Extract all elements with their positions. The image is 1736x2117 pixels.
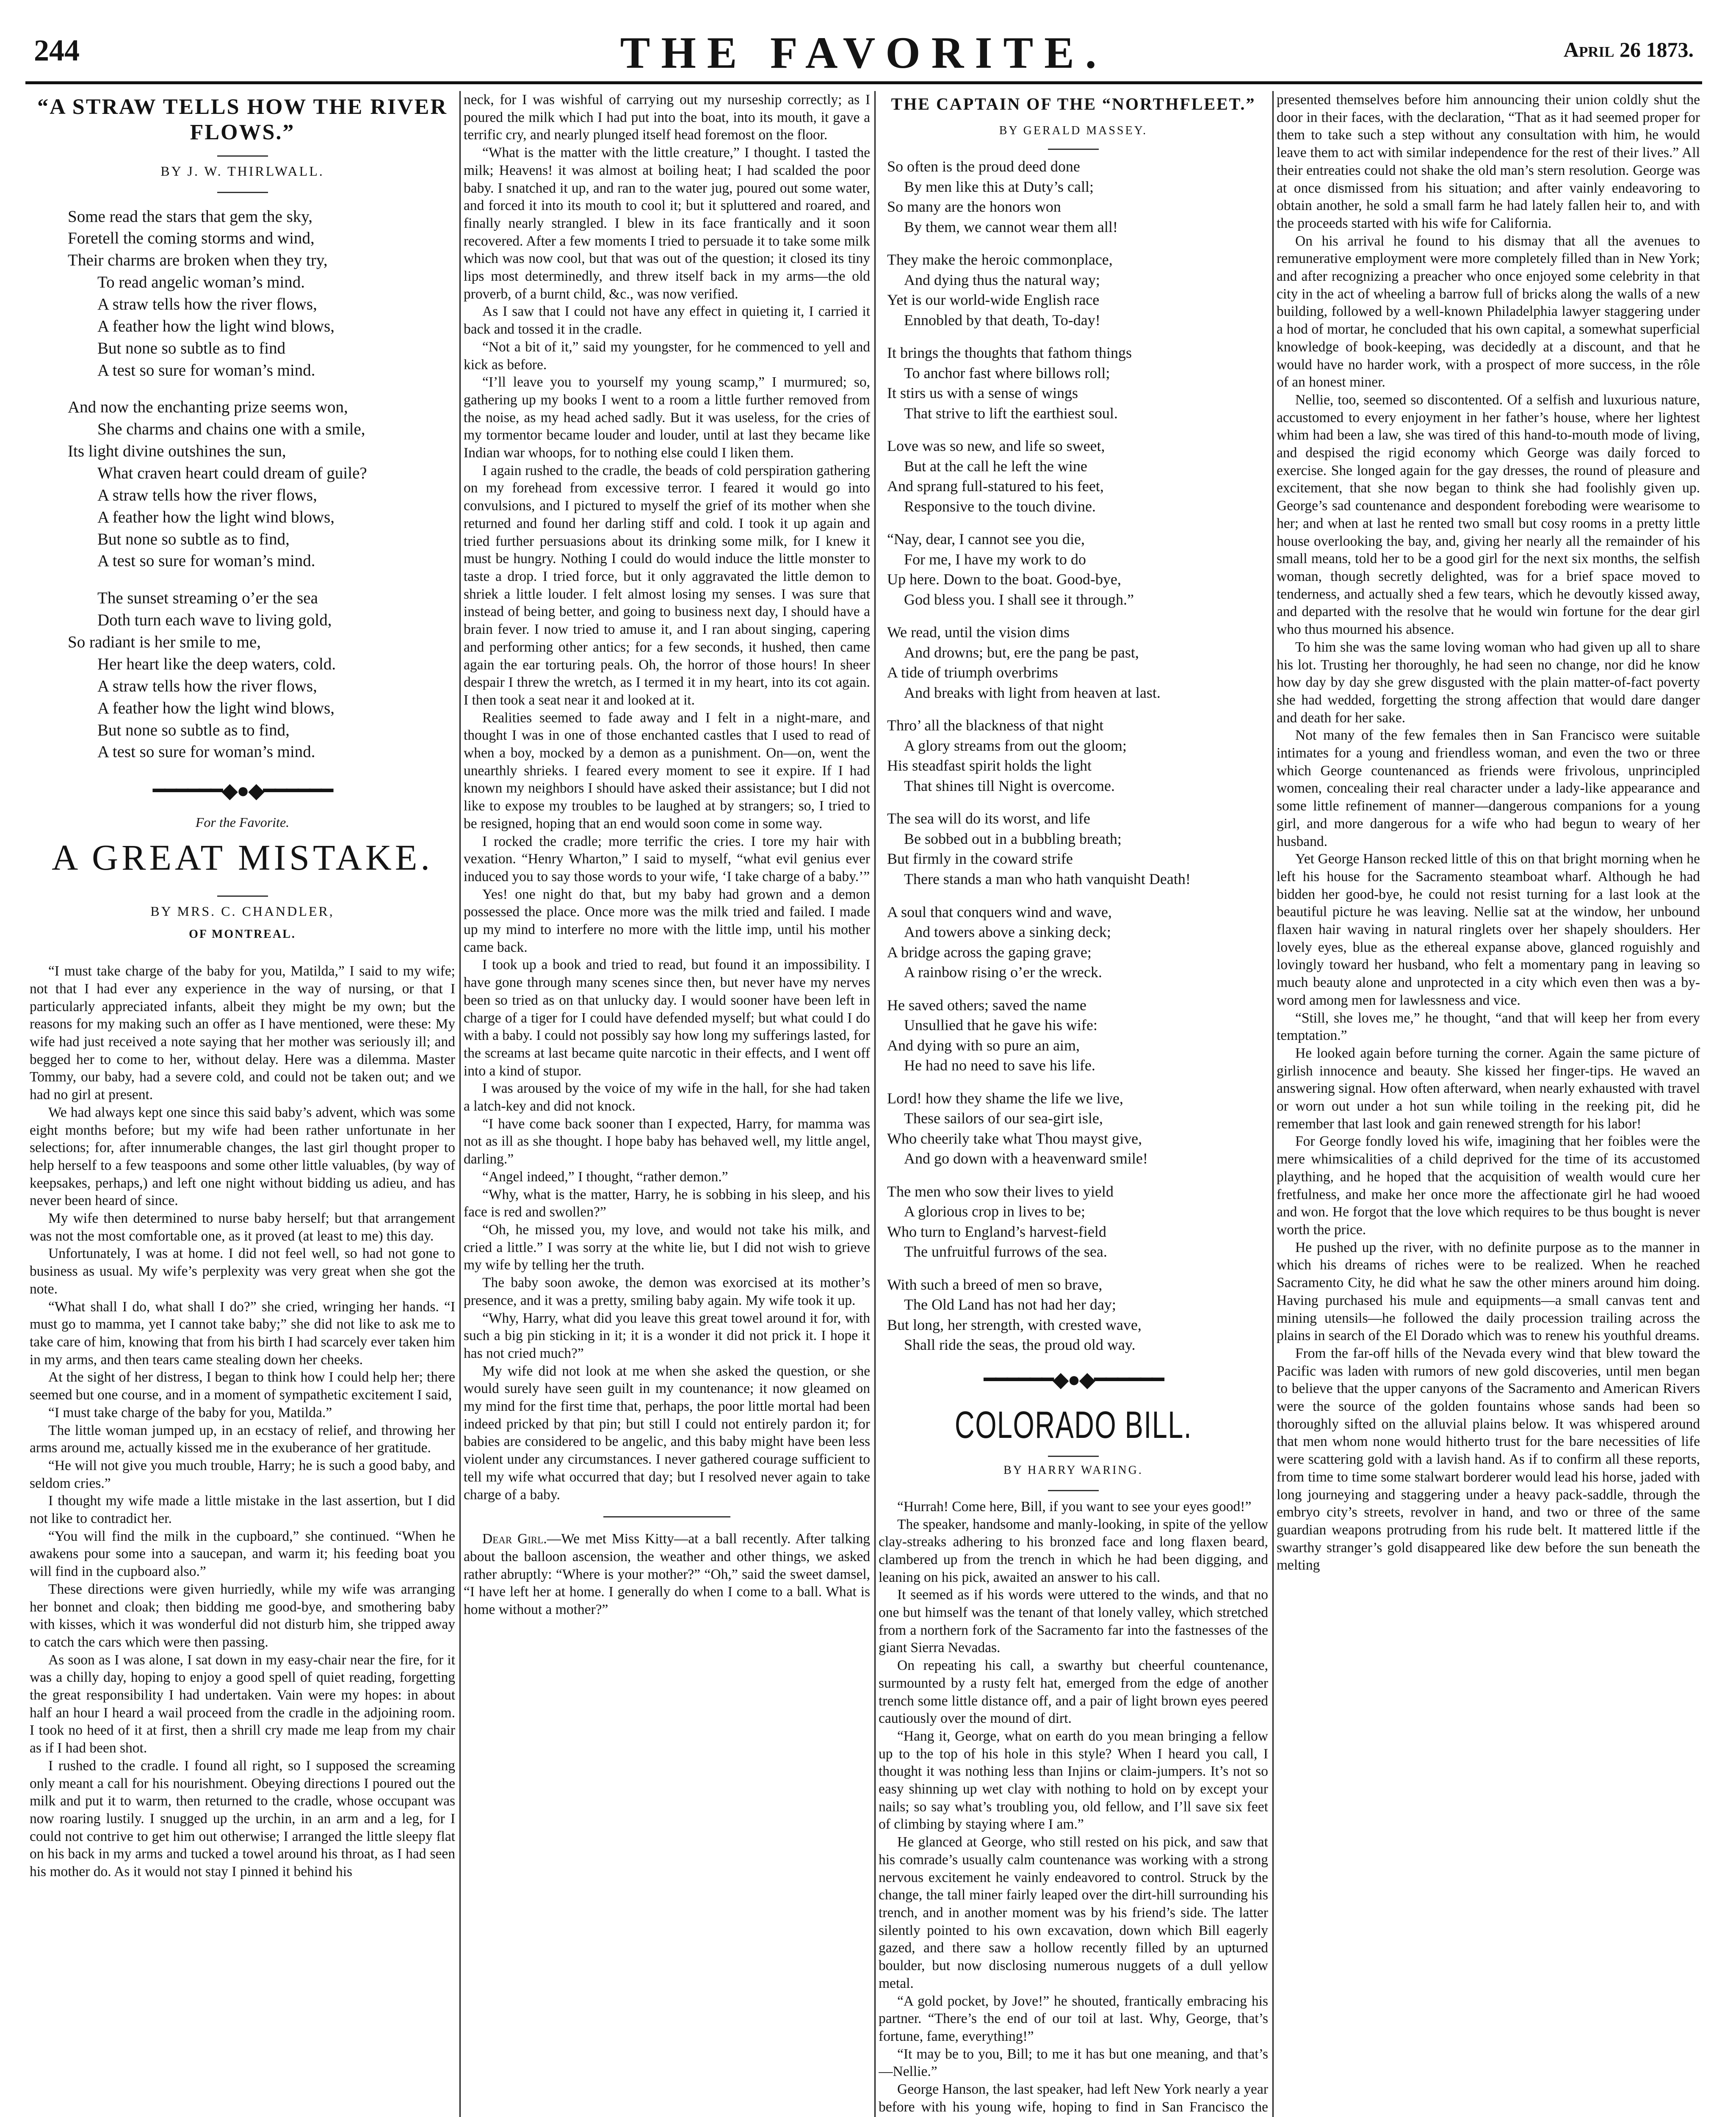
paragraph: Not many of the few females then in San Francisco were suitable intimates for a young and friendless woman, and even the two or three which George countenanced as friends were frivolous, unprincipled women, concealing their real character under a lady-like appearance and some little refinement of manner—dangerous companions for a young girl, and more dangerous for a wife who had begun to weary of her husband. (1277, 727, 1700, 849)
paragraph: Realities seemed to fade away and I felt in a night-mare, and thought I was in one of those enchanted castles that I used to read of when a boy, mocked by a demon as a punishment. On—on, went the unearthly shrieks. I feared every moment to see it expire. If I had known my neighbors I should have asked their assistance; but I did not like to expose my troubles to be laughed at by strangers; so, I tried to be resigned, hoping that an end would soon come in some way. (464, 710, 870, 832)
poem-line: A feather how the light wind blows, (97, 699, 334, 717)
paragraph: The speaker, handsome and manly-looking, in spite of the yellow clay-streaks adhering to his bronzed face and long flaxen beard, clambered up from the trench in which he had been digging, and leaning on his pick, awaited an answer to his call. (879, 1516, 1268, 1585)
poem-line: It stirs us with a sense of wings (887, 384, 1078, 402)
straw-poem-title: “A STRAW TELLS HOW THE RIVER FLOWS.” (37, 95, 448, 144)
paragraph: “He will not give you much trouble, Harry; he is such a good baby, and seldom cries.” (30, 1457, 455, 1491)
paragraph: “A gold pocket, by Jove!” he shouted, frantically embracing his partner. “There’s the end of our toil at last. Why, George, that’s fortune, fame, everything!” (879, 1993, 1268, 2044)
poem-line: That strive to lift the earthiest soul. (904, 404, 1118, 422)
dear-girl-text: —We met Miss Kitty—at a ball recently. After talking about the balloon ascension, the weather and other things, we asked rather abruptly: “Where is your mother?” “Oh,” said the sweet damsel, “I have left her at home. I generally do when I come to a ball. What is home without a mother?” (464, 1531, 870, 1618)
poem-line: For me, I have my work to do (904, 550, 1086, 568)
poem-line: Thro’ all the blackness of that night (887, 717, 1104, 734)
poem-line: They make the heroic commonplace, (887, 251, 1113, 268)
issue-date: April 26 1873. (1563, 38, 1694, 61)
divider (217, 155, 268, 157)
poem-line: Her heart like the deep waters, cold. (97, 655, 336, 673)
poem-line: Yet is our world-wide English race (887, 291, 1100, 309)
poem-line: Be sobbed out in a bubbling breath; (904, 830, 1122, 847)
paragraph: As soon as I was alone, I sat down in my easy-chair near the fire, for it was a chilly day, hoping to enjoy a good spell of quiet reading, forgetting the great responsibility I had undertaken. Vain were my hopes: in about half an hour I heard a wail proceed from the cradle in the adjoining room. I took no heed of it at first, then a shrill cry made me leap from my chair as if I had been shot. (30, 1652, 455, 1756)
poem-line: Ennobled by that death, To-day! (904, 311, 1100, 329)
paragraph: “I must take charge of the baby for you, Matilda,” I said to my wife; not that I had ever any experience in the way of nursing, or that I particularly appreciated infants, albeit they might be my own; but the reasons for my making such an offer as I have mentioned, were these: My wife had just received a note saying that her mother was seriously ill; and begged her to come to her, without delay. Here was a dilemma. Master Tommy, our baby, had a severe cold, and could not be taken out; and we had no girl at present. (30, 963, 455, 1103)
paragraph: neck, for I was wishful of carrying out my nurseship correctly; as I poured the milk which I had put into the boat, into its mouth, it gave a terrific cry, and nearly plunged itself head foremost on the floor. (464, 92, 870, 143)
poem-line: To read angelic woman’s mind. (97, 273, 305, 292)
paragraph: Nellie, too, seemed so discontented. Of a selfish and luxurious nature, accustomed to every enjoyment in her father’s house, where her lightest whim had been a law, she was tired of this hand-to-mouth mode of living, and despised the rigid economy which George was daily forced to exercise. She longed again for the gay dresses, the round of pleasure and excitement, that she now began to think she had foolishly given up. George’s sad countenance and despondent foreboding were wearisome to her; and when at last he rented two small but cosy rooms in a pretty little house overlooking the bay, and, giving her nearly all the remainder of his small means, told her to be a good girl for the next six months, the selfish woman, though secretly delighted, was for a brief space moved to tenderness, and actually shed a few tears, which he devoutly kissed away, and departed with the resolve that he would win fortune for the dear girl who thus mourned his absence. (1277, 392, 1700, 638)
poem-stanza (68, 206, 455, 381)
great-mistake-text-part2 (464, 91, 870, 1503)
poem-line: His steadfast spirit holds the light (887, 757, 1092, 774)
poem-line: Doth turn each wave to living gold, (97, 611, 332, 630)
paragraph: As I saw that I could not have any effect in quieting it, I carried it back and tossed it in the cradle. (464, 304, 870, 337)
poem-line: And sprang full-statured to his feet, (887, 478, 1104, 495)
great-mistake-title: A GREAT MISTAKE. (52, 837, 433, 878)
poem-line: A straw tells how the river flows, (97, 677, 317, 695)
divider (217, 192, 268, 193)
paragraph: The baby soon awoke, the demon was exorcised at its mother’s presence, and it was a pretty, smiling baby again. My wife took it up. (464, 1275, 870, 1308)
poem-line: We read, until the vision dims (887, 624, 1070, 641)
column-divider (874, 91, 876, 2117)
paragraph: From the far-off hills of the Nevada every wind that blew toward the Pacific was laden with rumors of new gold discoveries, until men began to believe that the upper canyons of the Sacramento and American Rivers were the source of the golden fountains whose sands had been so thoroughly sifted on the alluvial plains below. It was whispered around that men whom none would hitherto trust for the bare necessities of life were scattering gold with a lavish hand. As if to confirm all these reports, from time to time some stalwart borderer would lead his horse, jaded with long journeying and staggering under a heavy pack-saddle, through the embryo city’s streets, revolver in hand, and two or three of the same guardian weapons protruding from his rude belt. It mattered little if the swarthy stranger’s gold disappeared like dew before the sun beneath the melting (1277, 1345, 1700, 1573)
dear-girl-item (464, 1530, 870, 1619)
poem-line: Up here. Down to the boat. Good-bye, (887, 571, 1121, 588)
poem-line: He saved others; saved the name (887, 996, 1086, 1014)
paragraph: “It may be to you, Bill; to me it has but one meaning, and that’s—Nellie.” (879, 2046, 1268, 2080)
poem-stanza (887, 995, 1268, 1076)
paragraph: Yes! one night do that, but my baby had grown and a demon possessed the place. Once more was the milk tried and failed. I made up my mind to interfere no more with the little imp, until his mother came back. (464, 886, 870, 955)
poem-line: A feather how the light wind blows, (97, 317, 334, 335)
masthead: THE FAVORITE. (620, 28, 1108, 77)
poem-line: A glory streams from out the gloom; (904, 737, 1127, 754)
poem-line: But firmly in the coward strife (887, 850, 1073, 868)
page-header (25, 25, 1702, 80)
poem-line: With such a breed of men so brave, (887, 1276, 1103, 1293)
paragraph: I again rushed to the cradle, the beads of cold perspiration gathering on my forehead from excessive terror. I feared it would go into convulsions, and I pictured to myself the grief of its mother when she returned and found her darling stiff and cold. I took it up again and tried further persuasions about its drinking some milk, for I knew it must be hungry. Nothing I could do would induce the little monster to taste a drop. I tried force, but it only aggravated the little demon to shriek a little louder. I felt almost losing my senses. I was sure that instead of being better, and going to business next day, I should have a brain fever. I now tried to amuse it, and I ran about singing, capering and performing other antics; for a few seconds, it hushed, then came again the ear torturing peals. Oh, the horror of those hours! In sheer despair I threw the wretch, as I termed it in my heart, into its cot again. I then took a seat near it and looked at it. (464, 462, 870, 708)
paragraph: These directions were given hurriedly, while my wife was arranging her bonnet and cloak; then bidding me good-bye, and smothering baby with kisses, which it was wonderful did not disturb him, she tripped away to catch the cars which were then passing. (30, 1581, 455, 1650)
poem-line: To anchor fast where billows roll; (904, 364, 1110, 381)
paragraph: “Oh, he missed you, my love, and would not take his milk, and cried a little.” I was sorry at the white lie, but I did not wish to grieve my wife by telling her the truth. (464, 1222, 870, 1273)
poem-line: A straw tells how the river flows, (97, 295, 317, 314)
divider (1048, 149, 1099, 150)
paragraph: “What is the matter with the little creature,” I thought. I tasted the milk; Heavens! it was almost at boiling heat; I had scalded the poor baby. I snatched it up, and ran to the water jug, poured out some water, and forced it into its mouth to cool it; but it spluttered and roared, and finally nearly strangled. I blew in its face frantically and it soon recovered. After a few moments I tried to persuade it to take some milk which was now cool, but that was out of the question; it closed its tiny lips most determinedly, and threw itself back in my arms—the old proverb, of a burnt child, &c., was now verified. (464, 145, 870, 302)
poem-line: A glorious crop in lives to be; (904, 1203, 1085, 1220)
poem-line: What craven heart could dream of guile? (97, 464, 367, 483)
northfleet-poem (879, 157, 1268, 1355)
poem-line: And dying with so pure an aim, (887, 1036, 1080, 1054)
poem-stanza (887, 250, 1268, 330)
poem-stanza (887, 343, 1268, 423)
poem-line: Love was so new, and life so sweet, (887, 437, 1105, 455)
poem-line: Who turn to England’s harvest-field (887, 1223, 1106, 1240)
paragraph: “Hang it, George, what on earth do you mean bringing a fellow up to the top of his hole in this style? When I heard you call, I thought it was nothing less than Injins or claim-jumpers. It’s not so easy shinning up wet clay with nothing to hold on by except your nails; so say what’s troubling you, old fellow, and I’ll save six feet of climbing by staying where I am.” (879, 1728, 1268, 1832)
northfleet-byline: BY GERALD MASSEY. (999, 124, 1148, 137)
poem-line: And breaks with light from heaven at last. (904, 684, 1161, 701)
for-favorite-note: For the Favorite. (195, 815, 290, 830)
poem-line: Its light divine outshines the sun, (68, 442, 286, 461)
poem-stanza (887, 529, 1268, 610)
page-number: 244 (34, 33, 80, 67)
great-mistake-byline: BY MRS. C. CHANDLER, (150, 904, 334, 919)
straw-poem-byline: BY J. W. THIRLWALL. (160, 163, 324, 179)
paragraph: We had always kept one since this said baby’s advent, which was some eight months before; but my wife had been rather unfortunate in her selections; for, after innumerable changes, the last girl thought proper to help herself to a few teaspoons and some other little valuables, (by way of keepsakes, perhaps,) and left one night without bidding us adieu, and has never been heard of since. (30, 1104, 455, 1209)
column-4 (1277, 91, 1700, 2117)
northfleet-title: THE CAPTAIN OF THE “NORTHFLEET.” (891, 94, 1256, 113)
poem-line: That shines till Night is overcome. (904, 777, 1115, 794)
paragraph: I was aroused by the voice of my wife in the hall, for she had taken a latch-key and did not knock. (464, 1081, 870, 1114)
poem-line: He had no need to save his life. (904, 1057, 1095, 1074)
paragraph: “Not a bit of it,” said my youngster, for he commenced to yell and kick as before. (464, 339, 870, 373)
colorado-bill-text-part1 (879, 1498, 1268, 2117)
poem-stanza (887, 809, 1268, 889)
poem-stanza (887, 716, 1268, 796)
poem-line: And now the enchanting prize seems won, (68, 398, 348, 417)
colorado-bill-byline: BY HARRY WARING. (1003, 1463, 1143, 1477)
paragraph: “Hurrah! Come here, Bill, if you want to see your eyes good!” (897, 1498, 1252, 1515)
poem-line: These sailors of our sea-girt isle, (904, 1110, 1103, 1127)
poem-stanza (887, 157, 1268, 237)
paragraph: My wife did not look at me when she asked the question, or she would surely have seen guilt in my countenance; it now gleamed on my mind for the first time that, perhaps, the poor little mortal had been indeed pricked by that pin; but still I could not entirely pardon it; for babies are considered to be angelic, and this baby might have been less violent under any circumstances. I never gathered courage sufficient to tell my wife what occurred that day; but I resolved never again to take charge of a baby. (464, 1363, 870, 1503)
poem-line: Their charms are broken when they try, (68, 251, 328, 270)
column-1 (30, 91, 455, 2117)
paragraph: On repeating his call, a swarthy but cheerful countenance, surmounted by a rusty felt hat, emerged from the edge of another trench some little distance off, and a pair of light brown eyes peered cautiously over the mound of dirt. (879, 1658, 1268, 1727)
poem-line: Some read the stars that gem the sky, (68, 207, 312, 226)
column-divider (459, 91, 461, 2117)
paragraph: I took up a book and tried to read, but found it an impossibility. I have gone through many scenes since then, but never have my nerves been so tried as on that unlucky day. I would sooner have been left in charge of a tiger for I could have defended myself; but what could I do with a baby. I could not possibly say how long my sufferings lasted, for the screams at last became quite narcotic in their effects, and I went off into a kind of stupor. (464, 957, 870, 1079)
poem-line: A feather how the light wind blows, (97, 508, 334, 526)
poem-line: Responsive to the touch divine. (904, 497, 1096, 515)
paragraph: Yet George Hanson recked little of this on that bright morning when he left his house for the Sacramento steamboat wharf. Although he had bidden her good-bye, he could not resist turning for a last look at the beautiful picture he was leaving. Nellie sat at the window, her unbound flaxen hair waving in natural ringlets over her shapely shoulders. Her lovely eyes, blue as the ethereal expanse above, glanced roguishly and lovingly toward her husband, who felt a momentary pang in leaving so much beauty alone and unprotected in a city which even then was a by-word among men for lawlessness and vice. (1277, 851, 1700, 1008)
paragraph: “You will find the milk in the cupboard,” she continued. “When he awakens pour some into a saucepan, and warm it; his feeding boat you will find in the cupboard also.” (30, 1528, 455, 1580)
poem-stanza (887, 1182, 1268, 1262)
poem-line: So many are the honors won (887, 198, 1061, 216)
column-3 (879, 91, 1268, 2117)
poem-line: Foretell the coming storms and wind, (68, 229, 315, 248)
poem-stanza (887, 1275, 1268, 1355)
paragraph: I rushed to the cradle. I found all right, so I supposed the screaming only meant a call for his nourishment. Obeying directions I poured out the milk and put it to warm, then returned to the cradle, whose occupant was now roaring lustily. I snugged up the urchin, in an arm and a leg, for I could not contrive to get him out otherwise; I arranged the little sleepy flat on his back in my arms and tucked a towel around his throat, as I had seen his mother do. As it would not stay I pinned it behind his (30, 1758, 455, 1880)
header-rule (25, 81, 1702, 84)
ornament-divider: ━━━━━━◆●◆━━━━━━ (984, 1367, 1163, 1391)
paragraph: He pushed up the river, with no definite purpose as to the manner in which his dreams of riches were to be realized. When he reached Sacramento City, he did what he saw the other miners around him doing. Having purchased his mule and equipments—a small canvas tent and mining utensils—he followed the daily procession trailing across the plains in search of the El Dorado which was to renew his youthful dreams. (1277, 1239, 1700, 1344)
poem-line: A soul that conquers wind and wave, (887, 903, 1112, 920)
poem-line: But at the call he left the wine (904, 457, 1087, 475)
colorado-bill-title: COLORADO BILL. (954, 1404, 1192, 1446)
poem-line: Who cheerily take what Thou mayst give, (887, 1130, 1142, 1147)
poem-line: But none so subtle as to find, (97, 530, 290, 548)
paragraph: “I must take charge of the baby for you, Matilda.” (48, 1404, 332, 1421)
divider (1048, 1456, 1099, 1457)
paragraph: “Still, she loves me,” he thought, “and that will keep her from every temptation.” (1277, 1010, 1700, 1044)
poem-stanza (887, 1089, 1268, 1169)
column-2 (464, 91, 870, 2117)
poem-line: By them, we cannot wear them all! (904, 218, 1118, 235)
poem-line: A test so sure for woman’s mind. (97, 743, 315, 761)
poem-line: But long, her strength, with crested wave, (887, 1316, 1142, 1333)
straw-poem (30, 206, 455, 763)
poem-line: Unsullied that he gave his wife: (904, 1017, 1097, 1034)
paragraph: “Why, what is the matter, Harry, he is sobbing in his sleep, and his face is red and swollen?” (464, 1186, 870, 1220)
paragraph (464, 1530, 870, 1619)
paragraph: “What shall I do, what shall I do?” she cried, wringing her hands. “I must go to mamma, yet I cannot take baby;” she did not like to ask me to take care of him, knowing that from his birth I had scarcely ever taken him in my arms, and then tears came stealing down her cheeks. (30, 1299, 455, 1368)
paragraph: On his arrival he found to his dismay that all the avenues to remunerative employment were more completely filled than in New York; and after recognizing a preacher who once enjoyed some celebrity in that city in the act of wheeling a barrow full of bricks along the walls of a new building, followed by a well-known Philadelphia lawyer staggering under a hod of mortar, he concluded that his own capital, a somewhat superficial knowledge of book-keeping, was decidedly at a discount, and that he would have no harder work, with a prospect of more success, in the rôle of an honest miner. (1277, 233, 1700, 390)
poem-line: “Nay, dear, I cannot see you die, (887, 531, 1085, 548)
column-divider (1272, 91, 1274, 2117)
paragraph: “I’ll leave you to yourself my young scamp,” I murmured; so, gathering up my books I went to a room a little further removed from the noise, as my head ached sadly. But it was useless, for the cries of my tormentor became louder and louder, until at last they became like Indian war whoops, for to nothing else could I liken them. (464, 374, 870, 461)
paragraph: The little woman jumped up, in an ecstacy of relief, and throwing her arms around me, actually kissed me in the exuberance of her gratitude. (30, 1422, 455, 1456)
poem-line: Shall ride the seas, the proud old way. (904, 1336, 1136, 1354)
paragraph: At the sight of her distress, I began to think how I could help her; there seemed but one course, and in a moment of sympathetic excitement I said, (30, 1369, 455, 1403)
poem-stanza (887, 436, 1268, 517)
divider (603, 1516, 730, 1517)
paragraph: “Why, Harry, what did you leave this great towel around it for, with such a big pin sticking in it; it is a wonder it did not prick it. I hope it has not cried much?” (464, 1310, 870, 1361)
poem-line: A straw tells how the river flows, (97, 486, 317, 504)
poem-line: The unfruitful furrows of the sea. (904, 1243, 1107, 1260)
poem-stanza (887, 622, 1268, 703)
poem-line: So radiant is her smile to me, (68, 633, 261, 652)
paragraph: Unfortunately, I was at home. I did not feel well, so had not gone to business as usual. My wife’s perplexity was very great when she got the note. (30, 1246, 455, 1297)
poem-line: But none so subtle as to find, (97, 721, 290, 739)
poem-line: A test so sure for woman’s mind. (97, 552, 315, 570)
great-mistake-text-part1 (30, 962, 455, 1881)
paragraph: “Angel indeed,” I thought, “rather demon.” (482, 1169, 728, 1185)
paragraph: I thought my wife made a little mistake in the last assertion, but I did not like to contradict her. (30, 1493, 455, 1527)
poem-line: It brings the thoughts that fathom things (887, 344, 1132, 362)
poem-line: The sunset streaming o’er the sea (97, 589, 318, 608)
paragraph: To him she was the same loving woman who had given up all to share his lot. Trusting her thoroughly, he had seen no change, nor did he know how day by day she grew disgusted with the plain matter-of-fact poverty she had wedded, forgetting the strong affection that would dare danger and death for her sake. (1277, 639, 1700, 726)
poem-line: She charms and chains one with a smile, (97, 420, 365, 439)
dear-girl-label: Dear Girl. (482, 1531, 547, 1547)
poem-line: A bridge across the gaping grave; (887, 943, 1092, 961)
poem-line: But none so subtle as to find (97, 339, 286, 357)
paragraph: presented themselves before him announcing their union coldly shut the door in their faces, with the declaration, “That as it had seemed proper for them to take such a step without any consultation with him, he would leave them to act with similar independence for the rest of their lives.” All their entreaties could not shake the old man’s stern resolution. George was at once dismissed from his situation; and after vainly endeavoring to obtain another, he sold a small farm he had lately fallen heir to, and with the proceeds started with his wife for California. (1277, 92, 1700, 231)
poem-line: By men like this at Duty’s call; (904, 178, 1094, 195)
paragraph: “I have come back sooner than I expected, Harry, for mamma was not as ill as she thought. I hope baby has behaved well, my little angel, darling.” (464, 1116, 870, 1167)
divider (217, 895, 268, 897)
ornament-divider: ━━━━━━◆●◆━━━━━━ (152, 779, 332, 803)
poem-line: A test so sure for woman’s mind. (97, 361, 315, 379)
poem-line: And dying thus the natural way; (904, 271, 1100, 288)
poem-line: There stands a man who hath vanquisht Death! (904, 870, 1191, 887)
paragraph: It seemed as if his words were uttered to the winds, and that no one but himself was the tenant of that lonely valley, which stretched from a northern fork of the Sacramento far into the fastnesses of the giant Sierra Nevadas. (879, 1587, 1268, 1656)
poem-line: The men who sow their lives to yield (887, 1183, 1114, 1200)
paragraph: I rocked the cradle; more terrific the cries. I tore my hair with vexation. “Henry Wharton,” I said to myself, “what evil genius ever induced you to say those words to your wife, ‘I take charge of a baby.’” (464, 833, 870, 884)
poem-line: God bless you. I shall see it through.” (904, 591, 1134, 608)
poem-line: A tide of triumph overbrims (887, 664, 1058, 681)
poem-line: A rainbow rising o’er the wreck. (904, 964, 1102, 981)
poem-stanza (887, 902, 1268, 983)
paragraph: He looked again before turning the corner. Again the same picture of girlish innocence and beauty. She kissed her finger-tips. He waved an answering signal. How often afterward, when nearly exhausted with travel or worn out under a hot sun while toiling in the reeking pit, did he remember that last look and gain renewed strength for his labor! (1277, 1045, 1700, 1132)
poem-line: The Old Land has not had her day; (904, 1296, 1116, 1313)
poem-stanza (68, 396, 455, 572)
paragraph: He glanced at George, who still rested on his pick, and saw that his comrade’s usually calm countenance was working with a strong nervous excitement he vainly endeavored to control. Struck by the change, the tall miner fairly leaped over the dirt-hill surrounding his trench, and in another moment was by his friend’s side. The latter silently pointed to his own excavation, down which Bill eagerly gazed, and there saw a hollow recently filled by an upturned boulder, but now disclosing numerous nuggets of a dull yellow metal. (879, 1834, 1268, 1991)
poem-stanza (68, 587, 455, 763)
divider (1048, 1490, 1099, 1491)
poem-line: And towers above a sinking deck; (904, 923, 1111, 941)
poem-line: The sea will do its worst, and life (887, 810, 1090, 827)
poem-line: And go down with a heavenward smile! (904, 1150, 1148, 1167)
poem-line: So often is the proud deed done (887, 158, 1080, 175)
paragraph: For George fondly loved his wife, imagining that her foibles were the mere whimsicalities of a child deprived for the time of its accustomed plaything, and he hoped that the acquisition of wealth would cure her fretfulness, and make her once more the affectionate girl he had wooed and won. He forgot that the love which requires to be thus bought is never worth the price. (1277, 1133, 1700, 1238)
colorado-bill-text-part2 (1277, 91, 1700, 1574)
poem-line: Lord! how they shame the life we live, (887, 1089, 1123, 1107)
paragraph: My wife then determined to nurse baby herself; but that arrangement was not the most comfortable one, as it proved (at least to me) this day. (30, 1211, 455, 1244)
great-mistake-origin: OF MONTREAL. (189, 928, 296, 941)
paragraph: George Hanson, the last speaker, had left New York nearly a year before with his young wife, hoping to find in San Francisco the (879, 2081, 1268, 2115)
poem-line: And drowns; but, ere the pang be past, (904, 644, 1139, 661)
